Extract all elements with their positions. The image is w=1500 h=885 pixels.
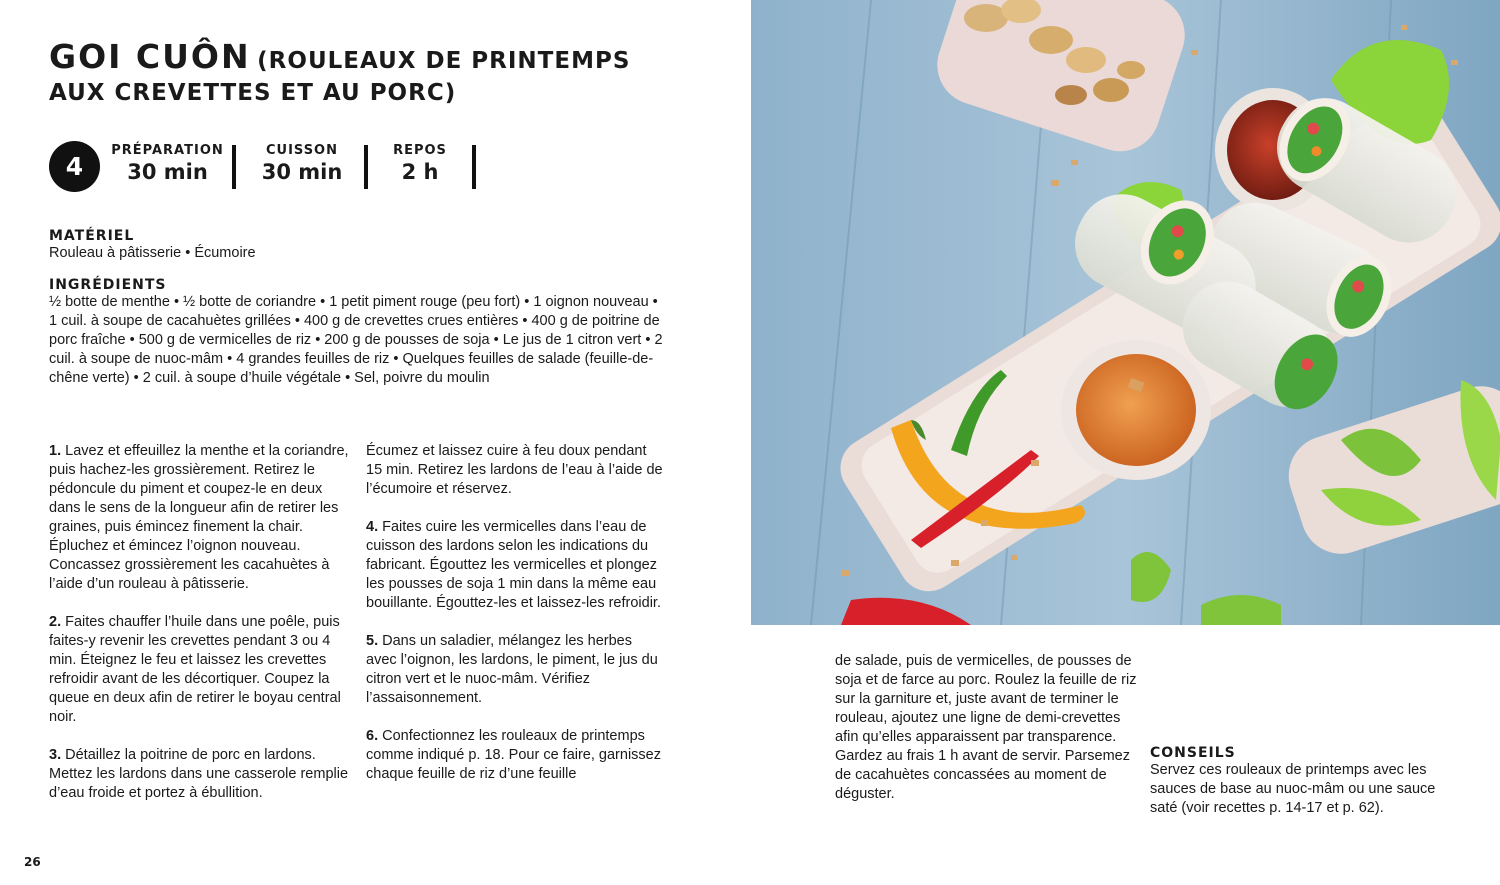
materiel-section [49, 228, 669, 263]
step-text: Faites chauffer l’huile dans une poêle, puis faites-y revenir les crevettes pendant 3 ou 4 min. Éteignez le feu et laissez les crevettes refroidir avant de les décortiquer. Coupez la queue en deux afin de retirer le boyau central noir. [49, 614, 341, 725]
timing-label: REPOS [393, 143, 447, 158]
step-5 [366, 632, 666, 708]
step-number: 2. [49, 614, 62, 630]
step-number: 3. [49, 747, 62, 763]
step-3-continued: Écumez et laissez cuire à feu doux pendant 15 min. Retirez les lardons de l’eau à l’aide de l’écumoire et réservez. [366, 443, 663, 497]
timing-value: 30 min [127, 160, 208, 184]
servings-badge-icon [49, 141, 100, 192]
timing-value: 2 h [401, 160, 439, 184]
recipe-photo [751, 0, 1500, 625]
materiel-text: Rouleau à pâtisserie • Écumoire [49, 245, 256, 261]
divider [232, 145, 236, 189]
step-number: 6. [366, 728, 379, 744]
step-text: Détaillez la poitrine de porc en lardons. Mettez les lardons dans une casserole remplie d’eau froide et portez à ébullition. [49, 747, 349, 801]
materiel-heading: MATÉRIEL [49, 228, 135, 244]
ingredients-section [49, 277, 669, 388]
step-number: 5. [366, 633, 379, 649]
ingredients-text: ½ botte de menthe • ½ botte de coriandre • 1 petit piment rouge (peu fort) • 1 oignon nouveau • 1 cuil. à soupe de cacahuètes grillées • 400 g de crevettes crues entières • 400 g de poitrine de porc fraîche • 500 g de vermicelles de riz • 200 g de pousses de soja • Le jus de 1 citron vert • 2 cuil. à soupe de nuoc-mâm • 4 grandes feuilles de riz • Quelques feuilles de salade (feuille-de-chêne verte) • 2 cuil. à soupe d’huile végétale • Sel, poivre du moulin [49, 294, 663, 386]
step-6-continued: de salade, puis de vermicelles, de pousses de soja et de farce au porc. Roulez la feuille de riz sur la garniture et, juste avant de terminer le rouleau, ajoutez une ligne de demi-crevettes afin qu’elles apparaissent par transparence. Gardez au frais 1 h avant de servir. Parsemez de cacahuètes concassées au moment de déguster. [835, 653, 1137, 802]
timing-label: CUISSON [265, 143, 338, 158]
divider [472, 145, 476, 189]
step-text: Faites cuire les vermicelles dans l’eau de cuisson des lardons selon les indications du fabricant. Égouttez les vermicelles et plongez les pousses de soja 1 min dans la même eau bouillante. Égouttez-les et laissez-les refroidir. [366, 519, 661, 611]
recipe-title-sub: (ROULEAUX DE PRINTEMPS AUX CREVETTES ET AU PORC) [49, 48, 631, 106]
step-3 [49, 746, 353, 803]
step-2 [49, 613, 353, 727]
servings-badge-number: 4 [65, 152, 84, 181]
recipe-title-main: GOI CUÔN [49, 37, 251, 76]
step-1 [49, 442, 353, 594]
steps-column-1 [49, 442, 353, 822]
steps-column-3 [835, 652, 1139, 823]
spring-rolls-photo-illustration [751, 0, 1500, 625]
conseils-text: Servez ces rouleaux de printemps avec les sauces de base au nuoc-mâm ou une sauce saté (voir recettes p. 14-17 et p. 62). [1150, 762, 1436, 816]
steps-column-2 [366, 442, 666, 803]
timing-repos [385, 143, 455, 184]
step-6 [366, 727, 666, 784]
step-4 [366, 518, 666, 613]
recipe-title [49, 37, 689, 110]
timing-label: PRÉPARATION [111, 143, 224, 158]
step-text: Confectionnez les rouleaux de printemps comme indiqué p. 18. Pour ce faire, garnissez chaque feuille de riz d’une feuille [366, 728, 661, 782]
step-number: 1. [49, 443, 62, 459]
divider [364, 145, 368, 189]
conseils-heading: CONSEILS [1150, 745, 1236, 761]
peanut-sauce-bowl [1061, 340, 1211, 480]
timing-value: 30 min [261, 160, 343, 184]
step-number: 4. [366, 519, 379, 535]
timing-cuisson [252, 143, 352, 184]
ingredients-heading: INGRÉDIENTS [49, 277, 167, 293]
page-number: 26 [24, 855, 41, 869]
step-text: Lavez et effeuillez la menthe et la coriandre, puis hachez-les grossièrement. Retirez le pédoncule du piment et coupez-le en deux dans le sens de la longueur afin de retirer les graines, puis émincez finement la chair. Épluchez et émincez l’oignon nouveau. Concassez grossièrement les cacahuètes à l’aide d’un rouleau à pâtisserie. [49, 443, 349, 592]
conseils-section [1150, 745, 1450, 818]
step-text: Dans un saladier, mélangez les herbes avec l’oignon, les lardons, le piment, le jus du citron vert et le nuoc-mâm. Vérifiez l’assaisonnement. [366, 633, 658, 706]
timing-preparation [110, 143, 225, 184]
